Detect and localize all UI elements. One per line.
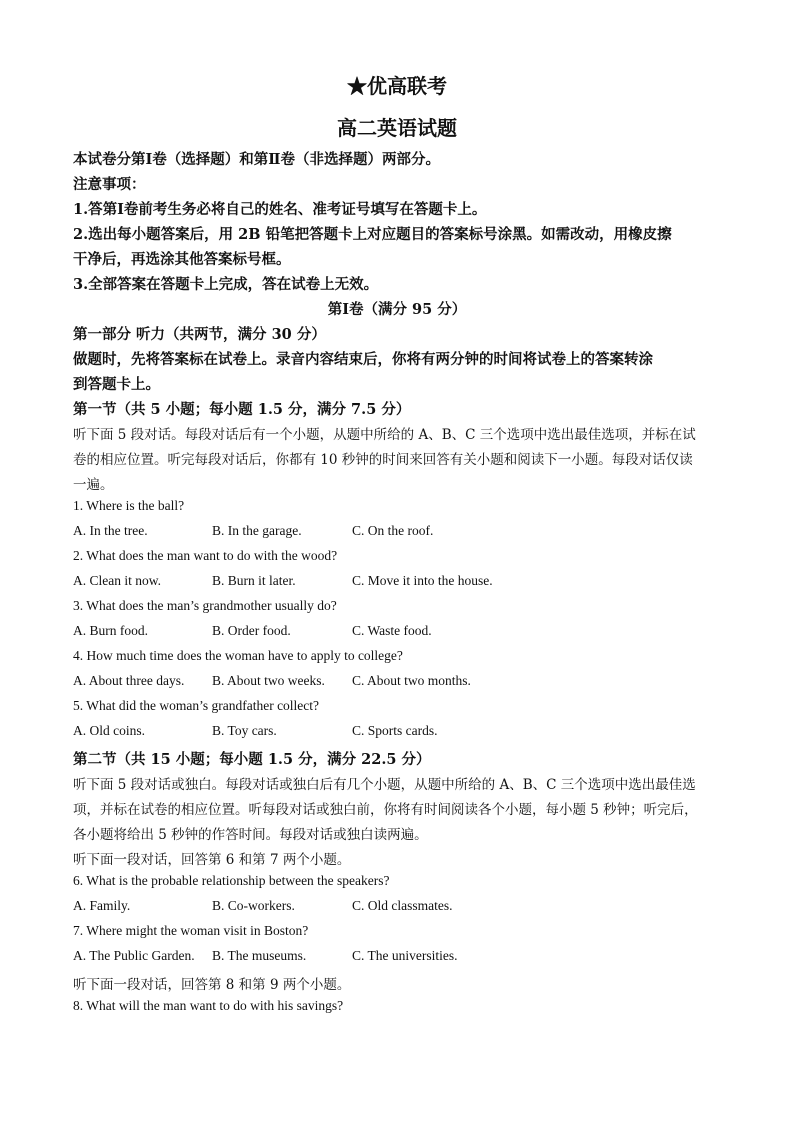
section-2-instruction-a: 听下面 5 段对话或独白。每段对话或独白后有几个小题，从题中所给的 A、B、C 三个选项中选出最佳选 <box>73 777 696 793</box>
volume-1-heading: 第Ⅰ卷（满分 95 分） <box>327 301 467 318</box>
question-1: 1. Where is the ball? <box>73 498 185 513</box>
group-2-instruction: 听下面一段对话，回答第 8 和第 9 两个小题。 <box>73 977 351 993</box>
section-1-instruction-b: 卷的相应位置。听完每段对话后，你都有 10 秒钟的时间来回答有关小题和阅读下一小题。每段对话仅读 <box>73 452 693 468</box>
q3-option-c: C. Waste food. <box>352 623 432 638</box>
q1-option-c: C. On the roof. <box>352 523 434 538</box>
q7-option-c: C. The universities. <box>352 948 458 963</box>
question-5: 5. What did the woman’s grandfather collect? <box>73 698 320 713</box>
q3-option-a: A. Burn food. <box>73 623 148 638</box>
part-1-instruction-b: 到答题卡上。 <box>73 376 160 393</box>
question-3: 3. What does the man’s grandmother usually do? <box>73 598 337 613</box>
question-7: 7. Where might the woman visit in Boston? <box>73 923 309 938</box>
q3-option-b: B. Order food. <box>212 623 291 638</box>
exam-header-title: ★优高联考 <box>347 74 447 98</box>
q5-option-a: A. Old coins. <box>73 723 145 738</box>
note-2b: 干净后，再选涂其他答案标号框。 <box>73 251 291 268</box>
q2-option-b: B. Burn it later. <box>212 573 296 588</box>
part-1-instruction-a: 做题时，先将答案标在试卷上。录音内容结束后，你将有两分钟的时间将试卷上的答案转涂 <box>73 351 653 368</box>
note-2a: 2.选出每小题答案后，用 2B 铅笔把答题卡上对应题目的答案标号涂黑。如需改动，用橡皮擦 <box>73 226 672 243</box>
question-4: 4. How much time does the woman have to apply to college? <box>73 648 403 663</box>
section-1-instruction-a: 听下面 5 段对话。每段对话后有一个小题，从题中所给的 A、B、C 三个选项中选出最佳选项，并标在试 <box>73 427 696 443</box>
note-1: 1.答第Ⅰ卷前考生务必将自己的姓名、准考证号填写在答题卡上。 <box>73 201 487 218</box>
q4-option-b: B. About two weeks. <box>212 673 325 688</box>
q7-option-b: B. The museums. <box>212 948 307 963</box>
section-2-heading: 第二节（共 15 小题；每小题 1.5 分，满分 22.5 分） <box>73 751 431 768</box>
q6-option-a: A. Family. <box>73 898 131 913</box>
q2-option-c: C. Move it into the house. <box>352 573 493 588</box>
exam-subject-title: 高二英语试题 <box>337 116 457 140</box>
q7-option-a: A. The Public Garden. <box>73 948 195 963</box>
notes-heading: 注意事项： <box>73 176 146 193</box>
q5-option-b: B. Toy cars. <box>212 723 277 738</box>
q2-option-a: A. Clean it now. <box>73 573 161 588</box>
question-2: 2. What does the man want to do with the wood? <box>73 548 338 563</box>
group-1-instruction: 听下面一段对话，回答第 6 和第 7 两个小题。 <box>73 852 351 868</box>
question-8: 8. What will the man want to do with his savings? <box>73 998 344 1013</box>
section-1-heading: 第一节（共 5 小题；每小题 1.5 分，满分 7.5 分） <box>73 401 411 418</box>
part-1-heading: 第一部分 听力（共两节，满分 30 分） <box>73 326 326 343</box>
q5-option-c: C. Sports cards. <box>352 723 438 738</box>
question-6: 6. What is the probable relationship between the speakers? <box>73 873 390 888</box>
q1-option-b: B. In the garage. <box>212 523 302 538</box>
q6-option-b: B. Co-workers. <box>212 898 295 913</box>
intro-line: 本试卷分第Ⅰ卷（选择题）和第Ⅱ卷（非选择题）两部分。 <box>73 151 441 168</box>
section-1-instruction-c: 一遍。 <box>73 477 114 493</box>
q6-option-c: C. Old classmates. <box>352 898 453 913</box>
q4-option-c: C. About two months. <box>352 673 471 688</box>
section-2-instruction-c: 各小题将给出 5 秒钟的作答时间。每段对话或独白读两遍。 <box>73 827 428 843</box>
section-2-instruction-b: 项，并标在试卷的相应位置。听每段对话或独白前，你将有时间阅读各个小题，每小题 5 秒钟；听完后， <box>73 802 698 818</box>
q1-option-a: A. In the tree. <box>73 523 148 538</box>
note-3: 3.全部答案在答题卡上完成，答在试卷上无效。 <box>73 276 379 293</box>
q4-option-a: A. About three days. <box>73 673 185 688</box>
